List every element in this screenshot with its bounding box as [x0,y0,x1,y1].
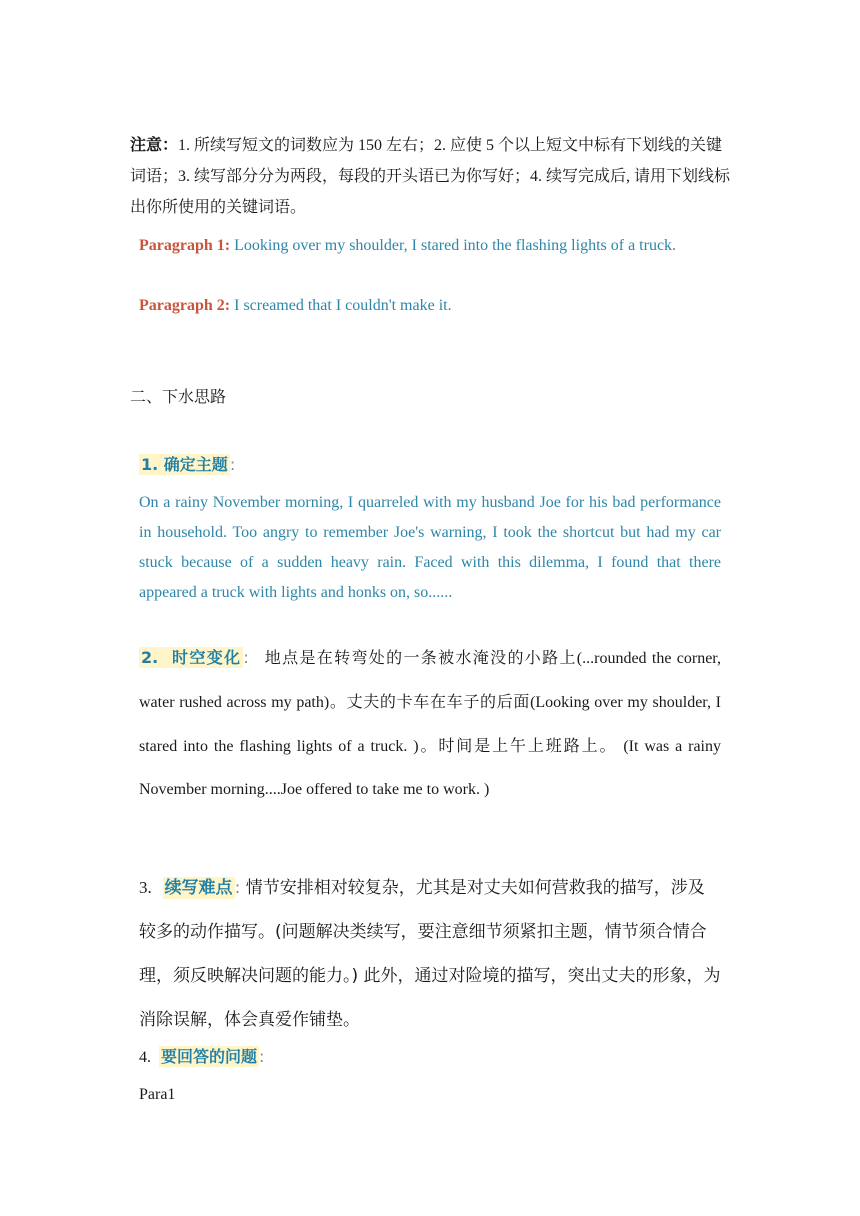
item-2-title-highlight [139,647,243,668]
section-title: 二、下水思路 [130,387,227,406]
item-4-heading [139,1044,264,1067]
paragraph-2-label: Paragraph 2: [139,297,231,314]
paragraph-1-prompt [139,231,729,261]
item-2-block [139,636,721,811]
note-label: 注意： [130,137,179,154]
item-1-text: On a rainy November morning, I quarreled with my husband Joe for his bad performance in household. Too angry to remember Joe's warning, I took the shortcut but had my car stuck because of a sudden heavy rain. Faced with this dilemma, I found that there appeared a truck with lights and honks on, so...... [139,494,721,601]
instructions-note [130,130,730,223]
item-2-cn-3: 。时间是上午上班路上。 [418,736,618,755]
item-3-text: 情节安排相对较复杂，尤其是对丈夫如何营救我的描写，涉及较多的动作描写。(问题解决类续写，要注意细节须紧扣主题，情节须合情合理，须反映解决问题的能力。) 此外，通过对险境的描写，突出丈夫的形象，为消除误解，体会真爱作铺垫。 [139,878,721,1030]
para1-label: Para1 [139,1086,176,1103]
item-4-number: 4. [139,1049,151,1066]
item-1-title-highlight [139,454,230,475]
item-1-heading [139,452,235,475]
note-text: 1. 所续写短文的词数应为 150 左右；2. 应使 5 个以上短文中标有下划线的关键词语；3. 续写部分分为两段，每段的开头语已为你写好；4. 续写完成后, 请用下划线标出你所使用的关键词语。 [130,137,731,216]
item-2-cn-1: 地点是在转弯处的一条被水淹没的小路上 [264,648,577,667]
item-2-title: 时空变化 [172,648,242,667]
item-2-en-2: (Looking over my shoulder, I stared into the flashing lights of a truck. ) [139,694,721,755]
paragraph-2-prompt [139,291,729,321]
item-4-title: 要回答的问题 [161,1047,258,1066]
item-2-colon: : [243,648,249,667]
item-3-title: 续写难点 [164,878,233,898]
paragraph-2-text: I screamed that I couldn't make it. [234,297,452,314]
item-2-en-1: (...rounded the corner, water rushed across my path) [139,650,721,711]
item-3-colon: : [234,878,241,898]
item-3-block [139,866,721,1042]
item-2-cn-2: 。丈夫的卡车在车子的后面 [329,692,531,711]
paragraph-1-label: Paragraph 1: [139,237,231,254]
paragraph-1-text: Looking over my shoulder, I stared into the flashing lights of a truck. [234,237,677,254]
item-2-en-3: (It was a rainy November morning....Joe offered to take me to work. ) [139,738,721,798]
item-2-number: 2. [141,648,159,667]
item-1-number: 1. [141,455,159,474]
item-4-colon: : [259,1047,265,1066]
item-1-colon: : [229,455,236,474]
item-1-title: 确定主题 [163,455,228,474]
item-3-number: 3. [139,878,152,897]
